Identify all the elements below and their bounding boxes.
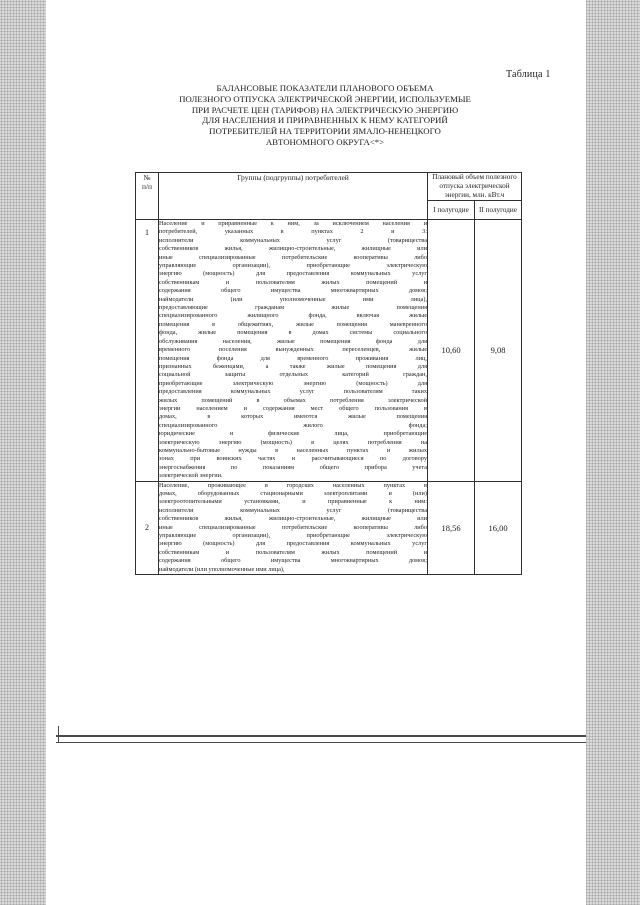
description-line: коммунально-бытовые нужды в населенных пунктах и жилых — [159, 446, 427, 454]
description-lines — [159, 220, 427, 481]
header-number-abbr: п/п — [141, 182, 153, 191]
title-line: ПОТРЕБИТЕЛЕЙ НА ТЕРРИТОРИИ ЯМАЛО-НЕНЕЦКОГО — [209, 126, 441, 137]
description-line: электрической энергии. — [159, 472, 223, 480]
table-number: Таблица 1 — [506, 69, 551, 80]
header-first-half: I полугодие — [428, 201, 475, 220]
description-line: энергию (мощность) для предоставления коммунальных услуг — [159, 270, 427, 278]
description-line: Население и приравненные к ним, за исключением населения и — [159, 220, 427, 227]
description-line: фонда, жилые помещения в домах системы социального — [159, 329, 427, 337]
table-row — [136, 481, 522, 574]
description-line: юридические и физические лица, приобретающие — [159, 430, 427, 438]
consumer-group-description — [159, 481, 428, 574]
header-planned-volume — [428, 173, 522, 201]
title-line: АВТОНОМНОГО ОКРУГА<*> — [265, 136, 385, 147]
description-line: потребителей, указанных в пунктах 2 и 3: — [159, 228, 427, 236]
table-header-row — [136, 173, 522, 201]
description-line: управляющие организации), приобретающие электрическую — [159, 532, 427, 540]
value-second-half: 16,00 — [475, 481, 522, 574]
description-line: собственникам и пользователям жилых помещений и — [159, 548, 427, 556]
document-title — [150, 83, 500, 148]
description-line: Население, проживающее в городских населенных пунктах в — [159, 481, 427, 489]
description-line: специализированного жилого фонда; — [159, 421, 427, 429]
header-planned-line: отпуска электрической — [439, 182, 510, 190]
header-planned-line: Плановый объем полезного — [432, 173, 517, 181]
value-first-half: 18,56 — [428, 481, 475, 574]
description-line: энергию (мощность) для предоставления коммунальных услуг — [159, 540, 427, 548]
value-second-half: 9,08 — [475, 220, 522, 482]
row-number: 2 — [136, 481, 159, 574]
description-line: зонах при воинских частях и рассчитывающиеся по договору — [159, 455, 427, 463]
description-line: исполнители коммунальных услуг (товарищества — [159, 236, 427, 244]
description-line: помещения фонда для временного проживания лиц, — [159, 354, 427, 362]
description-line: собственников жилья, жилищно-строительные, жилищные или — [159, 515, 427, 523]
consumer-group-description — [159, 220, 428, 482]
description-line: признанных беженцами, а также жилые помещения для — [159, 362, 427, 370]
title-line: ПРИ РАСЧЕТЕ ЦЕН (ТАРИФОВ) НА ЭЛЕКТРИЧЕСКУЮ ЭНЕРГИЮ — [191, 104, 459, 115]
balance-table — [135, 172, 522, 575]
page-edge-line — [58, 726, 59, 742]
description-line: исполнители коммунальных услуг (товарищества — [159, 506, 427, 514]
table-row — [136, 220, 522, 482]
description-line: содержания общего имущества многоквартирных домов; — [159, 287, 427, 295]
title-line: БАЛАНСОВЫЕ ПОКАЗАТЕЛИ ПЛАНОВОГО ОБЪЕМА — [216, 83, 434, 93]
description-line: наймодатели (или уполномоченные ими лица), — [159, 565, 285, 573]
title-line: ДЛЯ НАСЕЛЕНИЯ И ПРИРАВНЕННЫХ К НЕМУ КАТЕГОРИЙ — [202, 115, 448, 126]
header-number — [136, 173, 159, 220]
description-line: домах, в которых имеются жилые помещения — [159, 413, 427, 421]
description-line: временного поселения вынужденных переселенцев, жилые — [159, 346, 427, 354]
description-line: управляющие организации), приобретающие электрическую — [159, 262, 427, 270]
scan-gap — [46, 872, 586, 886]
description-line: энергоснабжения по показаниям общего прибора учета — [159, 463, 427, 471]
page-edge-line — [56, 742, 586, 743]
description-line: собственников жилья, жилищно-строительные, жилищные или — [159, 245, 427, 253]
header-second-half: II полугодие — [475, 201, 522, 220]
description-line: обслуживания населения, жилые помещения фонда для — [159, 337, 427, 345]
description-line: иные специализированные потребительские кооперативы либо — [159, 523, 427, 531]
description-line: социальной защиты отдельных категорий граждан, — [159, 371, 427, 379]
header-consumer-groups: Группы (подгруппы) потребителей — [159, 173, 428, 220]
description-line: иные специализированные потребительские кооперативы либо — [159, 253, 427, 261]
description-line: предоставляющие гражданам жилые помещения — [159, 304, 427, 312]
description-line: электроотопительными установками, и приравненные к ним: — [159, 498, 427, 506]
title-line: ПОЛЕЗНОГО ОТПУСКА ЭЛЕКТРИЧЕСКОЙ ЭНЕРГИИ, ИСПОЛЬЗУЕМЫЕ — [179, 93, 471, 104]
description-line: специализированного жилищного фонда, включая жилые — [159, 312, 427, 320]
description-line: содержания общего имущества многоквартирных домов; — [159, 557, 427, 565]
description-line: наймодатели (или уполномоченные ими лица), — [159, 295, 427, 303]
description-line: собственникам и пользователям жилых помещений и — [159, 278, 427, 286]
header-number-sign: № — [143, 173, 151, 182]
description-line: помещения в общежитиях, жилые помещения маневренного — [159, 320, 427, 328]
description-line: жилых помещений в объемах потребления электрической — [159, 396, 427, 404]
description-line: энергии населением и содержания мест общего пользования в — [159, 404, 427, 412]
description-line: электрическую энергию (мощность) в целях потребления на — [159, 438, 427, 446]
page-edge-line — [56, 735, 586, 737]
description-lines — [159, 482, 427, 574]
description-line: предоставления коммунальных услуг пользователям таких — [159, 388, 427, 396]
row-number: 1 — [136, 220, 159, 482]
description-line: домах, оборудованных стационарными электроплитами и (или) — [159, 490, 427, 497]
header-planned-line: энергии, млн. кВт.ч — [444, 191, 505, 199]
description-line: приобретающие электрическую энергию (мощность) для — [159, 379, 427, 387]
value-first-half: 10,60 — [428, 220, 475, 482]
